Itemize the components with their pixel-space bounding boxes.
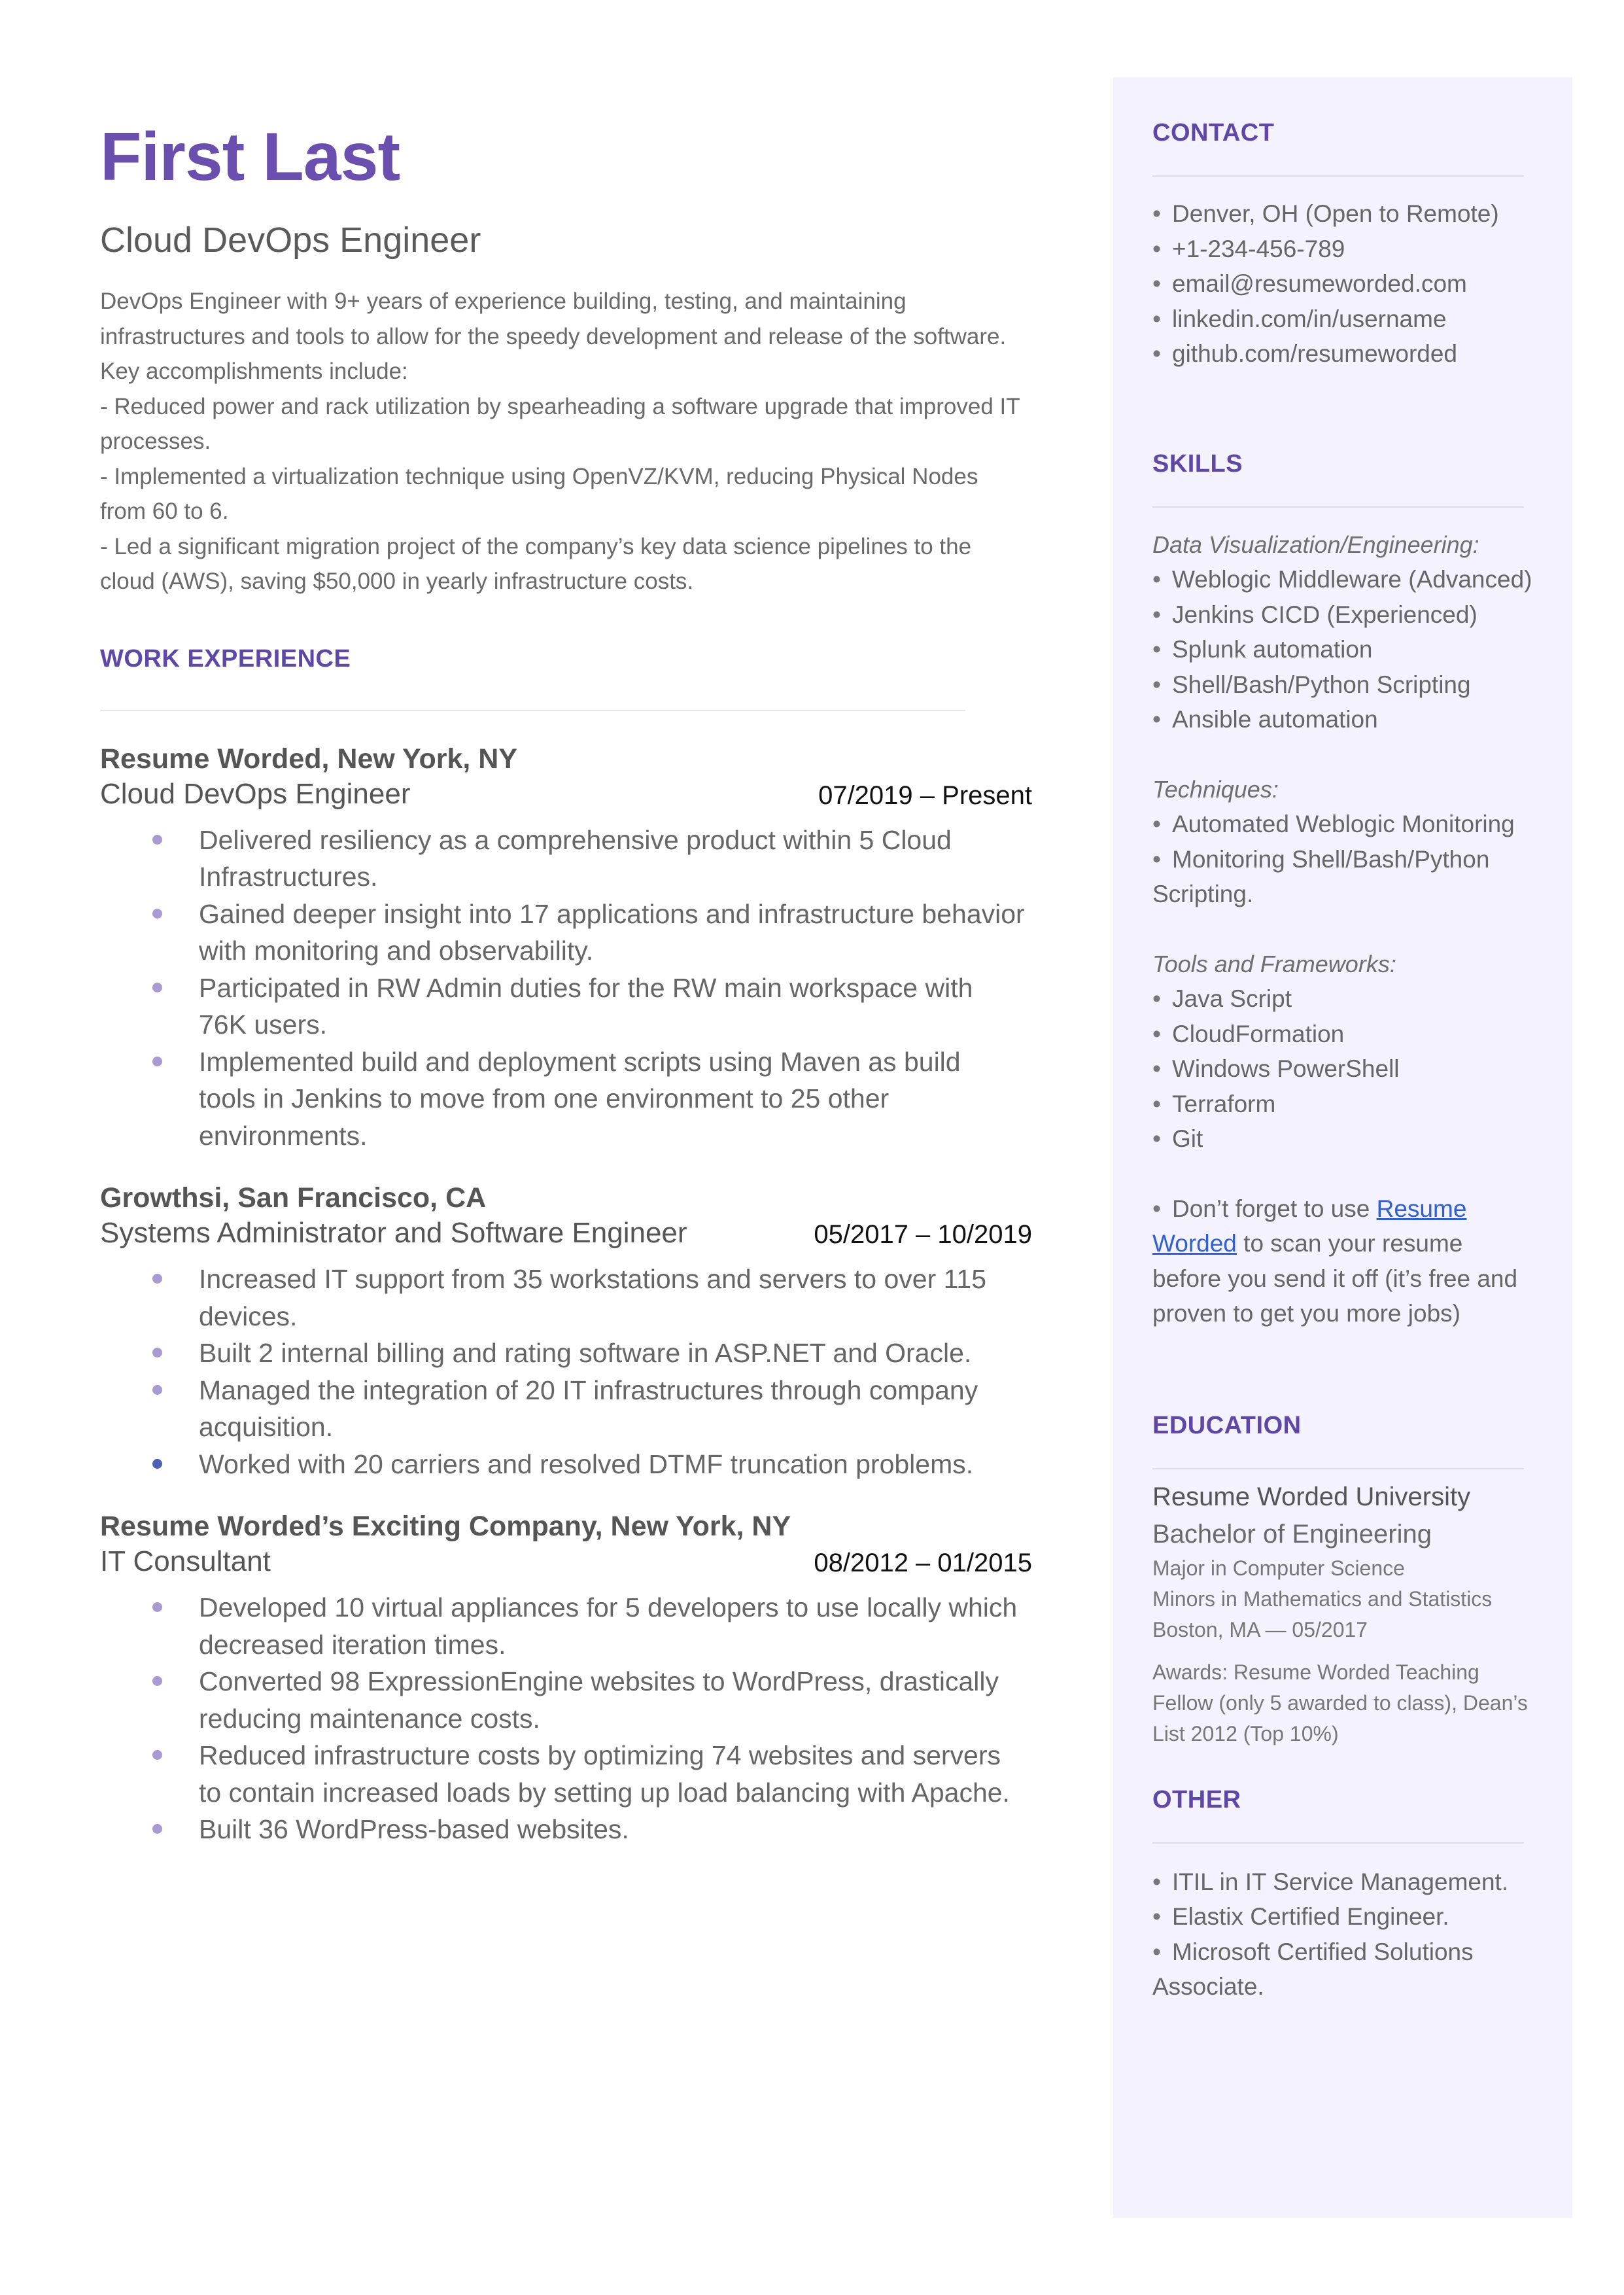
main-column — [100, 111, 1075, 1848]
list-item: Built 36 WordPress-based websites. — [100, 1811, 1035, 1848]
bullet-dot-icon — [152, 1602, 162, 1612]
list-item: • Git — [1152, 1125, 1203, 1152]
job-entry — [100, 1184, 1075, 1482]
summary-line: - Reduced power and rack utilization by spearheading a software upgrade that improved IT — [100, 393, 1020, 419]
skills-group — [1152, 772, 1545, 912]
job-entry — [100, 1513, 1075, 1848]
section-divider — [1152, 506, 1524, 508]
resume-worded-link[interactable]: Resume — [1376, 1195, 1467, 1222]
work-experience-heading: WORK EXPERIENCE — [100, 644, 351, 673]
section-divider — [1152, 1842, 1524, 1844]
section-divider — [100, 710, 965, 711]
list-item: Implemented build and deployment scripts using Maven as build tools in Jenkins to move from one environment to 25 other environments. — [100, 1043, 1035, 1155]
list-item: Delivered resiliency as a comprehensive product within 5 Cloud Infrastructures. — [100, 822, 1035, 896]
skills-group — [1152, 527, 1545, 737]
education-school: Resume Worded University — [1152, 1482, 1471, 1511]
contact-linkedin[interactable]: • linkedin.com/in/username — [1152, 305, 1447, 332]
job-role: IT Consultant — [100, 1545, 271, 1577]
job-company: Resume Worded, New York, NY — [100, 743, 518, 775]
list-item-continued: Associate. — [1152, 1973, 1264, 2000]
education-awards: Awards: Resume Worded Teaching Fellow (only 5 awarded to class), Dean’s List 2012 (Top 10%) — [1152, 1660, 1528, 1745]
list-item-continued: Scripting. — [1152, 881, 1254, 907]
job-bullets — [100, 822, 1075, 1155]
list-item: Gained deeper insight into 17 applications and infrastructure behavior with monitoring and observability. — [100, 896, 1035, 970]
bullet-dot-icon — [152, 1274, 162, 1284]
sidebar — [1113, 77, 1572, 2218]
list-item: • Java Script — [1152, 985, 1292, 1012]
bullet-dot-icon — [152, 1348, 162, 1358]
list-item: • Shell/Bash/Python Scripting — [1152, 671, 1471, 698]
job-bullets — [100, 1589, 1075, 1848]
education-entry — [1152, 1479, 1545, 1749]
job-dates: 08/2012 – 01/2015 — [814, 1549, 1032, 1577]
list-item: • ITIL in IT Service Management. — [1152, 1868, 1509, 1895]
job-role-row — [100, 1541, 1075, 1583]
list-item: Increased IT support from 35 workstations and servers to over 115 devices. — [100, 1261, 1035, 1335]
bullet-dot-icon — [152, 1824, 162, 1834]
list-item: • Jenkins CICD (Experienced) — [1152, 601, 1477, 628]
summary-line: cloud (AWS), saving $50,000 in yearly infrastructure costs. — [100, 569, 694, 594]
summary-line: - Led a significant migration project of the company’s key data science pipelines to the — [100, 533, 972, 559]
list-item: Reduced infrastructure costs by optimizing 74 websites and servers to contain increased loads by setting up load balancing with Apache. — [100, 1737, 1035, 1811]
skills-group-label: Techniques: — [1152, 775, 1279, 803]
summary-line: infrastructures and tools to allow for the speedy development and release of the software. — [100, 323, 1007, 349]
job-title: Cloud DevOps Engineer — [100, 220, 481, 260]
list-item: Managed the integration of 20 IT infrastructures through company acquisition. — [100, 1372, 1035, 1446]
candidate-name: First Last — [100, 119, 400, 195]
summary-line: - Implemented a virtualization technique using OpenVZ/KVM, reducing Physical Nodes — [100, 463, 978, 489]
section-divider — [1152, 175, 1524, 177]
contact-phone[interactable]: • +1-234-456-789 — [1152, 235, 1345, 262]
bullet-dot-icon — [152, 1385, 162, 1395]
contact-email[interactable]: • email@resumeworded.com — [1152, 270, 1467, 297]
job-bullets — [100, 1261, 1075, 1482]
section-divider — [1152, 1468, 1524, 1469]
skills-heading: SKILLS — [1152, 449, 1243, 478]
bullet-dot-icon — [152, 1057, 162, 1066]
skills-list — [1152, 807, 1545, 912]
bullet-dot-icon — [152, 909, 162, 919]
job-dates: 07/2019 – Present — [818, 780, 1032, 810]
list-item: Developed 10 virtual appliances for 5 developers to use locally which decreased iteration times. — [100, 1589, 1035, 1663]
bullet-dot-icon — [152, 1459, 162, 1469]
summary — [100, 284, 1075, 599]
summary-line: DevOps Engineer with 9+ years of experience building, testing, and maintaining — [100, 289, 907, 314]
skills-group-label: Tools and Frameworks: — [1152, 950, 1396, 977]
education-minors: Minors in Mathematics and Statistics — [1152, 1586, 1493, 1611]
list-item: • Elastix Certified Engineer. — [1152, 1903, 1449, 1930]
list-item: • Splunk automation — [1152, 636, 1373, 663]
list-item: Built 2 internal billing and rating software in ASP.NET and Oracle. — [100, 1335, 1035, 1372]
bullet-dot-icon — [152, 835, 162, 845]
other-heading: OTHER — [1152, 1785, 1241, 1813]
job-dates: 05/2017 – 10/2019 — [814, 1220, 1032, 1249]
resume-worded-link[interactable]: Worded — [1152, 1230, 1237, 1257]
education-heading: EDUCATION — [1152, 1411, 1302, 1439]
skills-list — [1152, 981, 1545, 1157]
other-list — [1152, 1865, 1545, 2005]
list-item: Converted 98 ExpressionEngine websites to WordPress, drastically reducing maintenance costs. — [100, 1663, 1035, 1737]
contact-list — [1152, 196, 1545, 372]
job-company: Growthsi, San Francisco, CA — [100, 1182, 487, 1214]
bullet-dot-icon — [152, 983, 162, 992]
list-item: • CloudFormation — [1152, 1020, 1345, 1047]
list-item: Participated in RW Admin duties for the RW main workspace with 76K users. — [100, 970, 1035, 1043]
summary-line: Key accomplishments include: — [100, 359, 408, 384]
list-item: • Windows PowerShell — [1152, 1055, 1400, 1082]
resume-tip: • Don’t forget to use Resume Worded to scan your resume before you send it off (it’s free and proven to get you more jobs) — [1152, 1195, 1518, 1327]
summary-line: processes. — [100, 429, 211, 454]
bullet-dot-icon — [152, 1750, 162, 1760]
sidebar-content — [1152, 77, 1545, 2005]
skills-list — [1152, 562, 1545, 737]
contact-heading: CONTACT — [1152, 119, 1275, 147]
contact-github[interactable]: • github.com/resumeworded — [1152, 340, 1457, 367]
education-major: Major in Computer Science — [1152, 1556, 1405, 1580]
skills-group — [1152, 947, 1545, 1157]
job-role: Systems Administrator and Software Engineer — [100, 1217, 687, 1249]
job-entry — [100, 745, 1075, 1155]
skills-group-label: Data Visualization/Engineering: — [1152, 531, 1479, 558]
job-company: Resume Worded’s Exciting Company, New York, NY — [100, 1511, 791, 1542]
list-item: • Microsoft Certified Solutions — [1152, 1938, 1474, 1965]
bullet-dot-icon — [152, 1676, 162, 1686]
list-item: • Monitoring Shell/Bash/Python — [1152, 845, 1490, 873]
list-item: • Weblogic Middleware (Advanced) — [1152, 566, 1532, 593]
education-location: Boston, MA — 05/2017 — [1152, 1617, 1368, 1641]
job-role-row — [100, 773, 1075, 815]
education-degree: Bachelor of Engineering — [1152, 1519, 1432, 1549]
job-role: Cloud DevOps Engineer — [100, 777, 411, 810]
list-item: • Ansible automation — [1152, 706, 1378, 733]
contact-location: • Denver, OH (Open to Remote) — [1152, 200, 1499, 227]
summary-line: from 60 to 6. — [100, 499, 229, 524]
list-item: • Terraform — [1152, 1090, 1276, 1117]
list-item: • Automated Weblogic Monitoring — [1152, 811, 1515, 837]
list-item: Worked with 20 carriers and resolved DTMF truncation problems. — [100, 1446, 1035, 1483]
job-role-row — [100, 1212, 1075, 1254]
